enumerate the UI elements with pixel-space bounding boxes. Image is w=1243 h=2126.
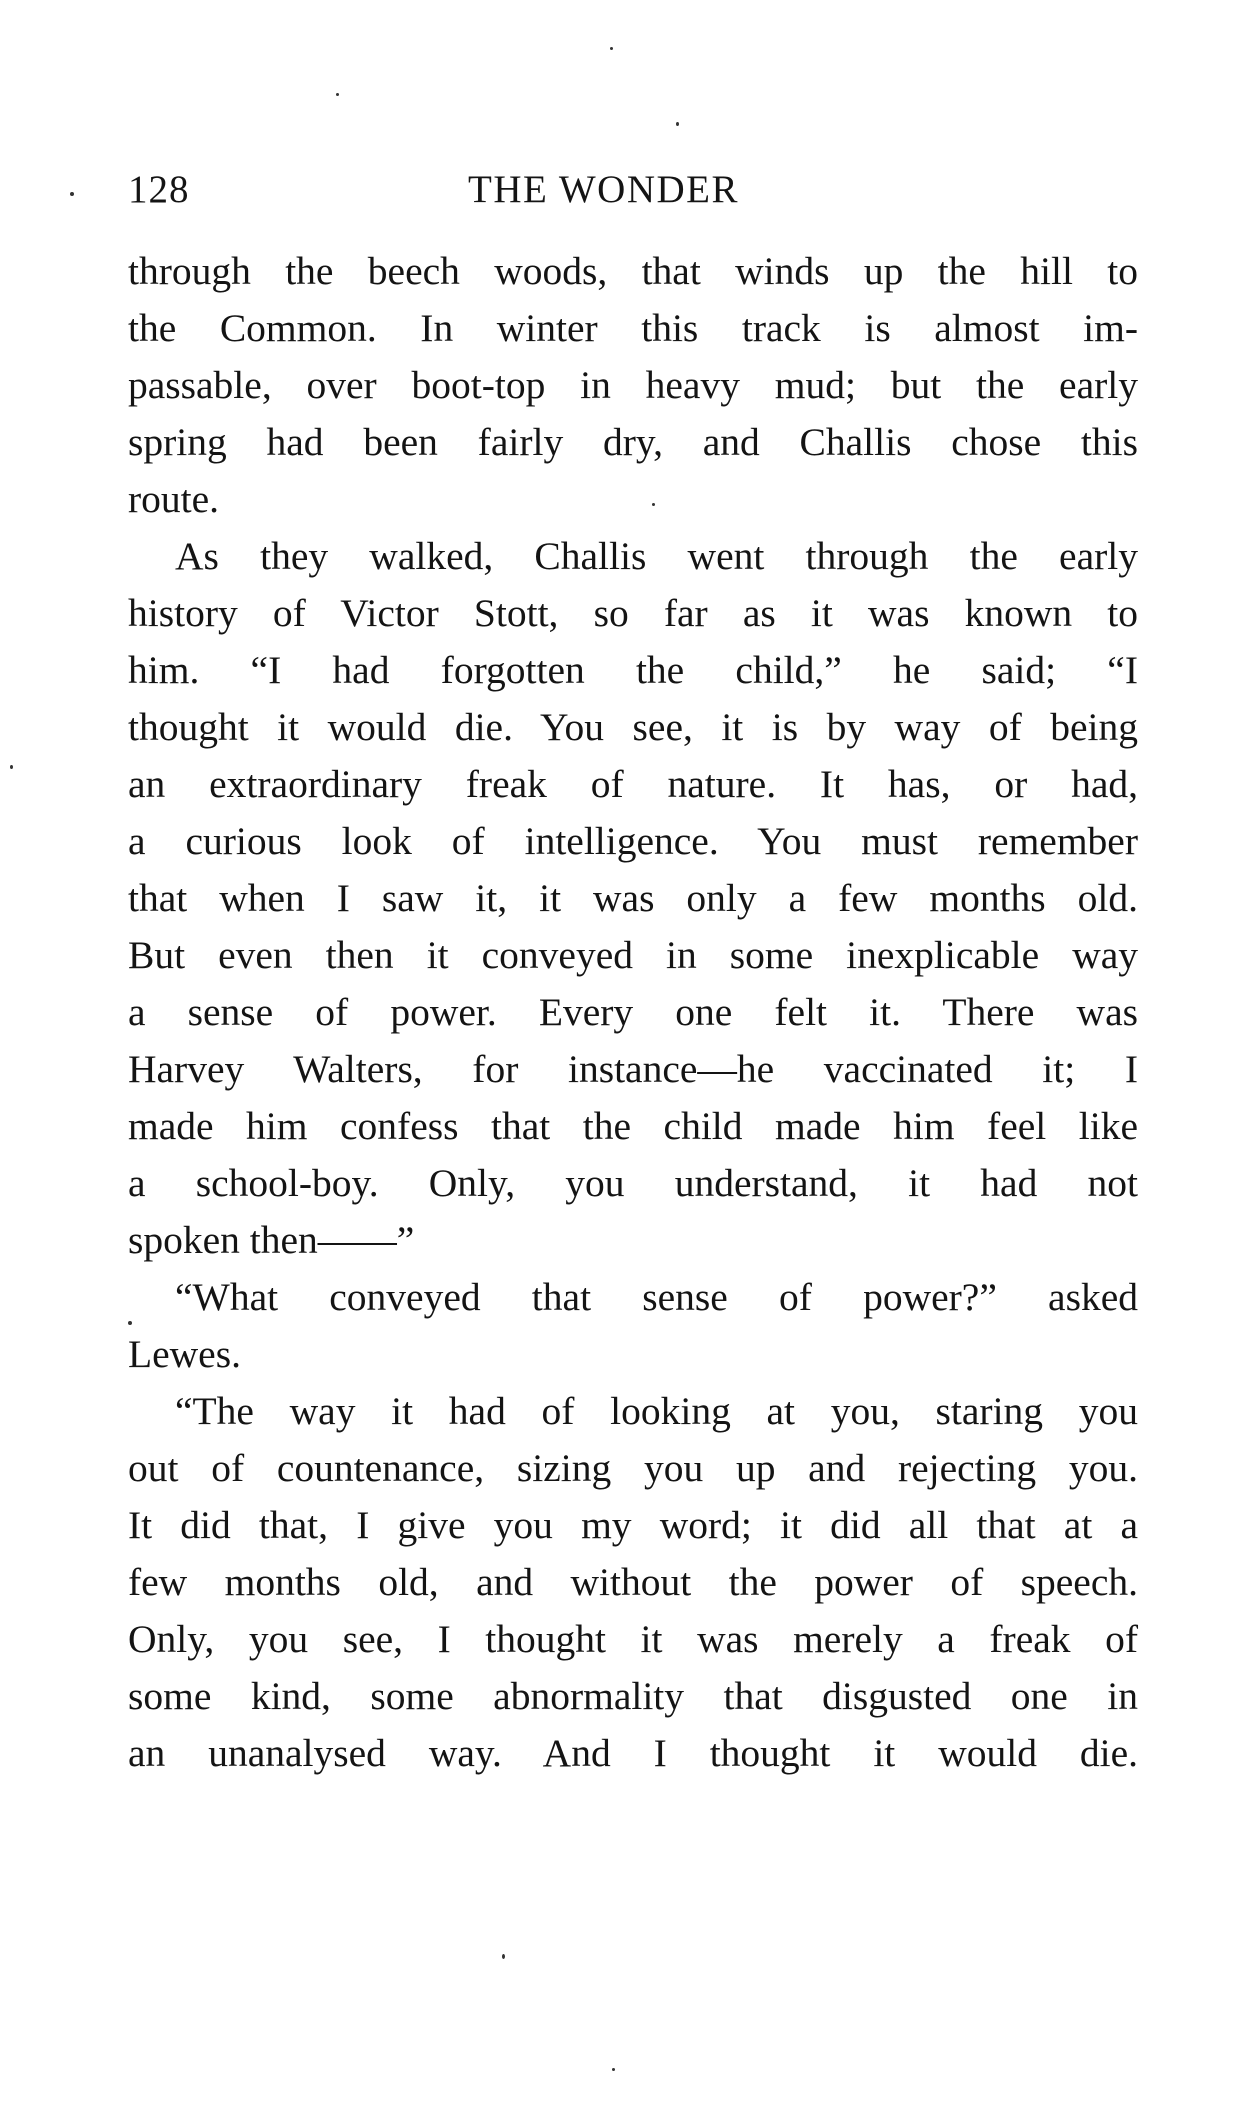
text-line: an extraordinary freak of nature. It has, or had,: [128, 762, 1138, 806]
body-text: [128, 243, 1138, 1782]
text-line: that when I saw it, it was only a few months old.: [128, 876, 1138, 920]
text-line: It did that, I give you my word; it did all that at a: [128, 1503, 1138, 1547]
text-line: Harvey Walters, for instance—he vaccinated it; I: [128, 1047, 1138, 1091]
paragraph: [128, 243, 1138, 528]
text-line: Lewes.: [128, 1332, 241, 1376]
page-header: [128, 160, 1138, 220]
text-line: “The way it had of looking at you, staring you: [175, 1389, 1138, 1433]
text-line: the Common. In winter this track is almost im-: [128, 306, 1138, 350]
scan-speck: [610, 47, 613, 50]
text-line: a curious look of intelligence. You must remember: [128, 819, 1138, 863]
text-line: a school-boy. Only, you understand, it had not: [128, 1161, 1138, 1205]
running-head: THE WONDER: [468, 168, 739, 211]
scan-speck: [70, 192, 74, 196]
text-line: him. “I had forgotten the child,” he said; “I: [128, 648, 1138, 692]
text-line: “What conveyed that sense of power?” asked: [175, 1275, 1138, 1319]
text-line: spring had been fairly dry, and Challis chose this: [128, 420, 1138, 464]
scan-speck: [502, 1954, 505, 1959]
page-number: 128: [128, 168, 190, 211]
scan-speck: [676, 122, 679, 126]
paragraph: [128, 528, 1138, 1269]
text-line: passable, over boot-top in heavy mud; but the early: [128, 363, 1138, 407]
text-line: spoken then——”: [128, 1218, 415, 1262]
scan-speck: [10, 765, 13, 769]
paragraph: [128, 1383, 1138, 1782]
text-line: As they walked, Challis went through the early: [175, 534, 1138, 578]
paragraph: [128, 1269, 1138, 1383]
text-line: few months old, and without the power of speech.: [128, 1560, 1138, 1604]
text-line: through the beech woods, that winds up the hill to: [128, 249, 1138, 293]
text-line: thought it would die. You see, it is by way of being: [128, 705, 1138, 749]
text-line: But even then it conveyed in some inexplicable way: [128, 933, 1138, 977]
scan-speck: [336, 93, 339, 96]
text-line: history of Victor Stott, so far as it was known to: [128, 591, 1138, 635]
text-line: route.: [128, 477, 220, 521]
text-line: a sense of power. Every one felt it. There was: [128, 990, 1138, 1034]
scan-speck: [612, 2068, 615, 2071]
text-line: made him confess that the child made him feel like: [128, 1104, 1138, 1148]
text-line: out of countenance, sizing you up and rejecting you.: [128, 1446, 1138, 1490]
text-line: an unanalysed way. And I thought it would die.: [128, 1731, 1138, 1775]
text-line: some kind, some abnormality that disgusted one in: [128, 1674, 1138, 1718]
text-line: Only, you see, I thought it was merely a freak of: [128, 1617, 1138, 1661]
